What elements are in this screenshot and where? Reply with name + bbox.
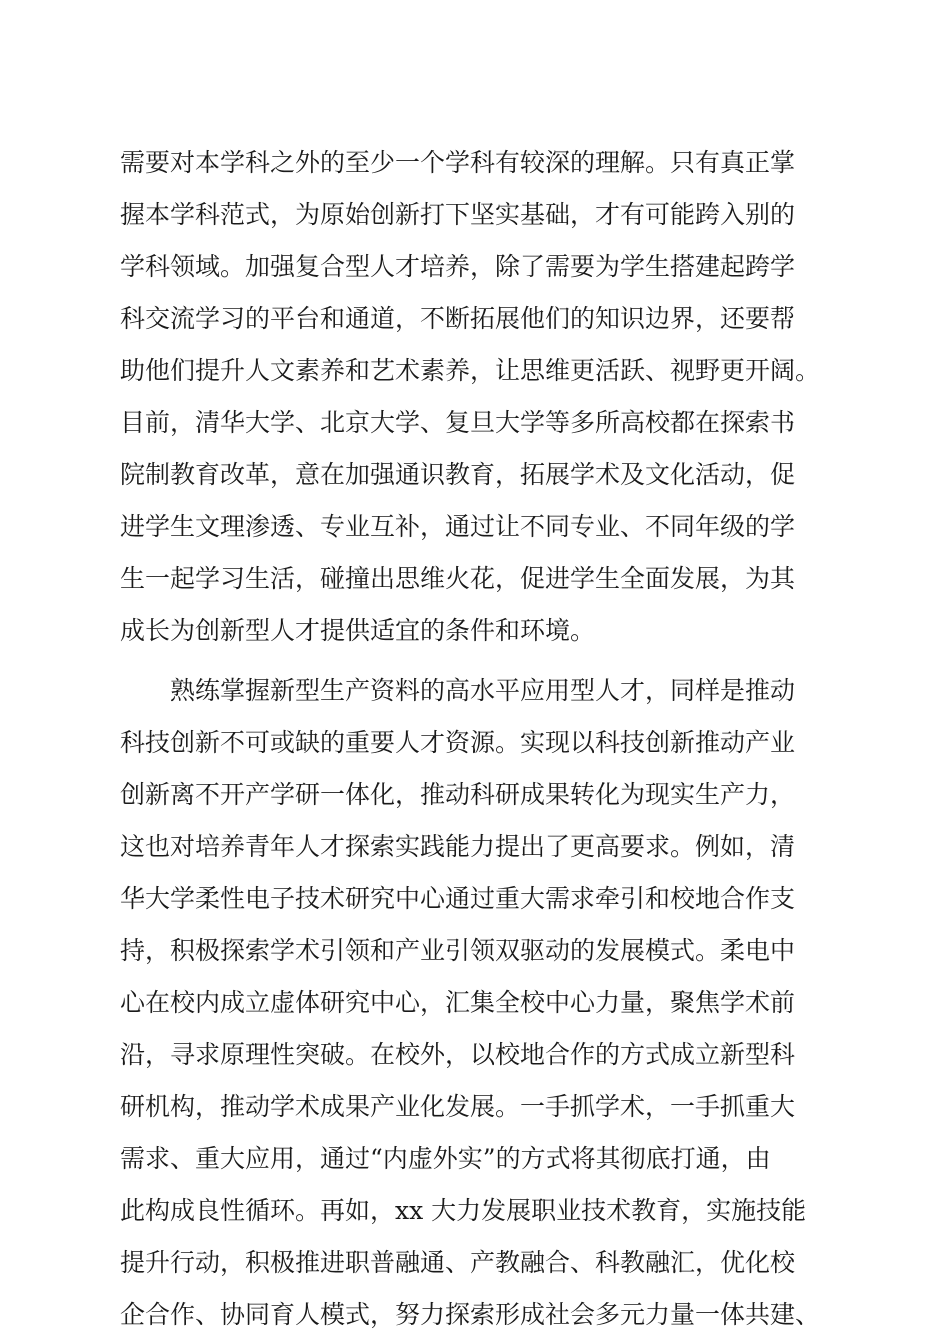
text-line: 进学生文理渗透、专业互补，通过让不同专业、不同年级的学 xyxy=(120,512,796,541)
paragraph-1 xyxy=(120,137,840,657)
text-line: 助他们提升人文素养和艺术素养，让思维更活跃、视野更开阔。 xyxy=(120,356,821,385)
text-line: 科技创新不可或缺的重要人才资源。实现以科技创新推动产业 xyxy=(120,728,796,757)
text-line: 这也对培养青年人才探索实践能力提出了更高要求。例如，清 xyxy=(120,832,796,861)
paragraph-spacer xyxy=(120,657,840,665)
text-line: 学科领域。加强复合型人才培养，除了需要为学生搭建起跨学 xyxy=(120,252,796,281)
text-line: 熟练掌握新型生产资料的高水平应用型人才，同样是推动 xyxy=(170,676,796,705)
text-line: 生一起学习生活，碰撞出思维火花，促进学生全面发展，为其 xyxy=(120,564,796,593)
text-line: 企合作、协同育人模式，努力探索形成社会多元力量一体共建、 xyxy=(120,1300,821,1329)
paragraph-2 xyxy=(120,665,840,1341)
text-line: 此构成良性循环。再如，xx 大力发展职业技术教育，实施技能 xyxy=(120,1196,807,1225)
text-line: 创新离不开产学研一体化，推动科研成果转化为现实生产力， xyxy=(120,780,796,809)
text-line: 研机构，推动学术成果产业化发展。一手抓学术，一手抓重大 xyxy=(120,1092,796,1121)
text-line: 提升行动，积极推进职普融通、产教融合、科教融汇，优化校 xyxy=(120,1248,796,1277)
text-line: 科交流学习的平台和通道，不断拓展他们的知识边界，还要帮 xyxy=(120,304,796,333)
text-line: 华大学柔性电子技术研究中心通过重大需求牵引和校地合作支 xyxy=(120,884,796,913)
text-line: 沿，寻求原理性突破。在校外，以校地合作的方式成立新型科 xyxy=(120,1040,796,1069)
text-line: 心在校内成立虚体研究中心，汇集全校中心力量，聚焦学术前 xyxy=(120,988,796,1017)
text-line: 院制教育改革，意在加强通识教育，拓展学术及文化活动，促 xyxy=(120,460,796,489)
document-body xyxy=(120,137,840,1341)
text-line: 目前，清华大学、北京大学、复旦大学等多所高校都在探索书 xyxy=(120,408,796,437)
text-line: 握本学科范式，为原始创新打下坚实基础，才有可能跨入别的 xyxy=(120,200,796,229)
text-line: 持，积极探索学术引领和产业引领双驱动的发展模式。柔电中 xyxy=(120,936,796,965)
text-line: 需求、重大应用，通过“内虚外实”的方式将其彻底打通，由 xyxy=(120,1144,771,1173)
text-line: 成长为创新型人才提供适宜的条件和环境。 xyxy=(120,616,596,645)
text-line: 需要对本学科之外的至少一个学科有较深的理解。只有真正掌 xyxy=(120,148,796,177)
